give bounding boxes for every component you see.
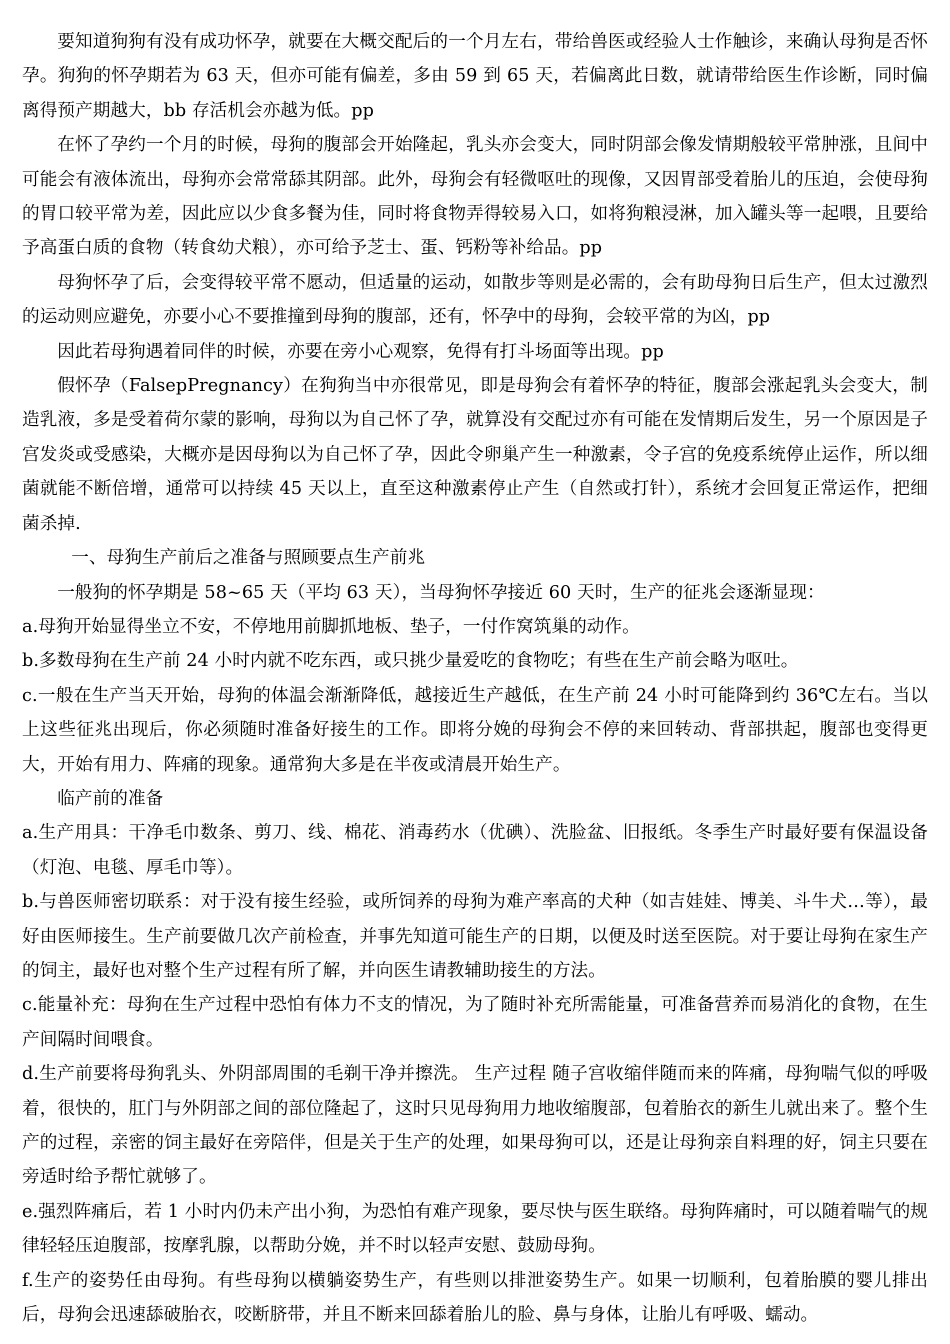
section-heading: 一、母狗生产前后之准备与照顾要点生产前兆 [71, 548, 426, 569]
paragraph-pregnancy-signs: 在怀了孕约一个月的时候，母狗的腹部会开始隆起，乳头亦会变大，同时阴部会像发情期般较平常肿涨，且间中可能会有液体流出，母狗亦会常常舔其阴部。此外，母狗会有轻微呕吐的现像，又因胃部受着胎儿的压迫，会使母狗的胃口较平常为差，因此应以少食多餐为佳，同时将食物弄得较易入口，如将狗粮浸淋，加入罐头等一起喂，且要给予高蛋白质的食物（转食幼犬粮），亦可给予芝士、蛋、钙粉等补给品。pp [22, 135, 928, 259]
list-item-b-appetite: b.多数母狗在生产前 24 小时内就不吃东西，或只挑少量爱吃的食物吃；有些在生产前会略为呕吐。 [22, 651, 799, 672]
paragraph-false-pregnancy: 假怀孕（FalsepPregnancy）在狗狗当中亦很常见，即是母狗会有着怀孕的特征，腹部会涨起乳头会变大，制造乳液，多是受着荷尔蒙的影响，母狗以为自己怀了孕，就算没有交配过亦有可能在发情期后发生，另一个原因是子宫发炎或受感染，大概亦是因母狗以为自己怀了孕，因此令卵巢产生一种激素，令子宫的免疫系统停止运作，所以细菌就能不断倍增，通常可以持续 45 天以上，直至这种激素停止产生（自然或打针），系统才会回复正常运作，把细菌杀掉. [22, 376, 928, 534]
list-item-c-temperature: c.一般在生产当天开始，母狗的体温会渐渐降低，越接近生产越低，在生产前 24 小时可能降到约 36℃左右。当以上这些征兆出现后，你必须随时准备好接生的工作。即将分娩的母狗会不停的来回转动、背部拱起，腹部也变得更大，开始有用力、阵痛的现象。通常狗大多是在半夜或清晨开始生产。 [22, 685, 928, 775]
list-item-d-shaving: d.生产前要将母狗乳头、外阴部周围的毛剃干净并擦洗。 生产过程 随子宫收缩伴随而来的阵痛，母狗喘气似的呼吸着，很快的，肛门与外阴部之间的部位隆起了，这时只见母狗用力地收缩腹部，包着胎衣的新生儿就出来了。整个生产的过程，亲密的饲主最好在旁陪伴，但是关于生产的处理，如果母狗可以，还是让母狗亲自料理的好，饲主只要在旁适时给予帮忙就够了。 [22, 1064, 928, 1188]
list-item-b-vet-contact: b.与兽医师密切联系：对于没有接生经验，或所饲养的母狗为难产率高的犬种（如吉娃娃、博美、斗牛犬…等），最好由医师接生。生产前要做几次产前检查，并事先知道可能生产的日期，以便及时送至医院。对于要让母狗在家生产的饲主，最好也对整个生产过程有所了解，并向医生请教辅助接生的方法。 [22, 892, 928, 981]
list-item-c-energy: c.能量补充：母狗在生产过程中恐怕有体力不支的情况，为了随时补充所需能量，可准备营养而易消化的食物，在生产间隔时间喂食。 [22, 995, 928, 1050]
list-item-a-restless: a.母狗开始显得坐立不安，不停地用前脚抓地板、垫子，一付作窝筑巢的动作。 [22, 616, 640, 637]
document-page [22, 25, 928, 1332]
paragraph-exercise: 母狗怀孕了后，会变得较平常不愿动，但适量的运动，如散步等则是必需的，会有助母狗日后生产，但太过激烈的运动则应避免，亦要小心不要推撞到母狗的腹部，还有，怀孕中的母狗，会较平常的为凶，pp [22, 272, 928, 328]
list-item-e-labor-pain: e.强烈阵痛后，若 1 小时内仍未产出小狗，为恐怕有难产现象，要尽快与医生联络。母狗阵痛时，可以随着喘气的规律轻轻压迫腹部，按摩乳腺，以帮助分娩，并不时以轻声安慰、鼓励母狗。 [22, 1201, 928, 1257]
list-item-a-supplies: a.生产用具：干净毛巾数条、剪刀、线、棉花、消毒药水（优碘）、洗脸盆、旧报纸。冬季生产时最好要有保温设备（灯泡、电毯、厚毛巾等）。 [22, 823, 928, 878]
list-item-f-posture: f.生产的姿势任由母狗。有些母狗以横躺姿势生产，有些则以排泄姿势生产。如果一切顺利，包着胎膜的婴儿排出后，母狗会迅速舔破胎衣，咬断脐带，并且不断来回舔着胎儿的脸、鼻与身体，让胎儿有呼吸、蠕动。 [22, 1270, 928, 1326]
paragraph-pregnancy-check: 要知道狗狗有没有成功怀孕，就要在大概交配后的一个月左右，带给兽医或经验人士作触诊，来确认母狗是否怀孕。狗狗的怀孕期若为 63 天，但亦可能有偏差，多由 59 到 65 天，若偏离此日数，就请带给医生作诊断，同时偏离得预产期越大，bb 存活机会亦越为低。pp [22, 32, 928, 121]
subheading-preparation: 临产前的准备 [57, 788, 164, 809]
paragraph-companion-caution: 因此若母狗遇着同伴的时候，亦要在旁小心观察，免得有打斗场面等出现。pp [57, 341, 664, 362]
paragraph-gestation-period: 一般狗的怀孕期是 58~65 天（平均 63 天），当母狗怀孕接近 60 天时，生产的征兆会逐渐显现： [57, 582, 825, 603]
